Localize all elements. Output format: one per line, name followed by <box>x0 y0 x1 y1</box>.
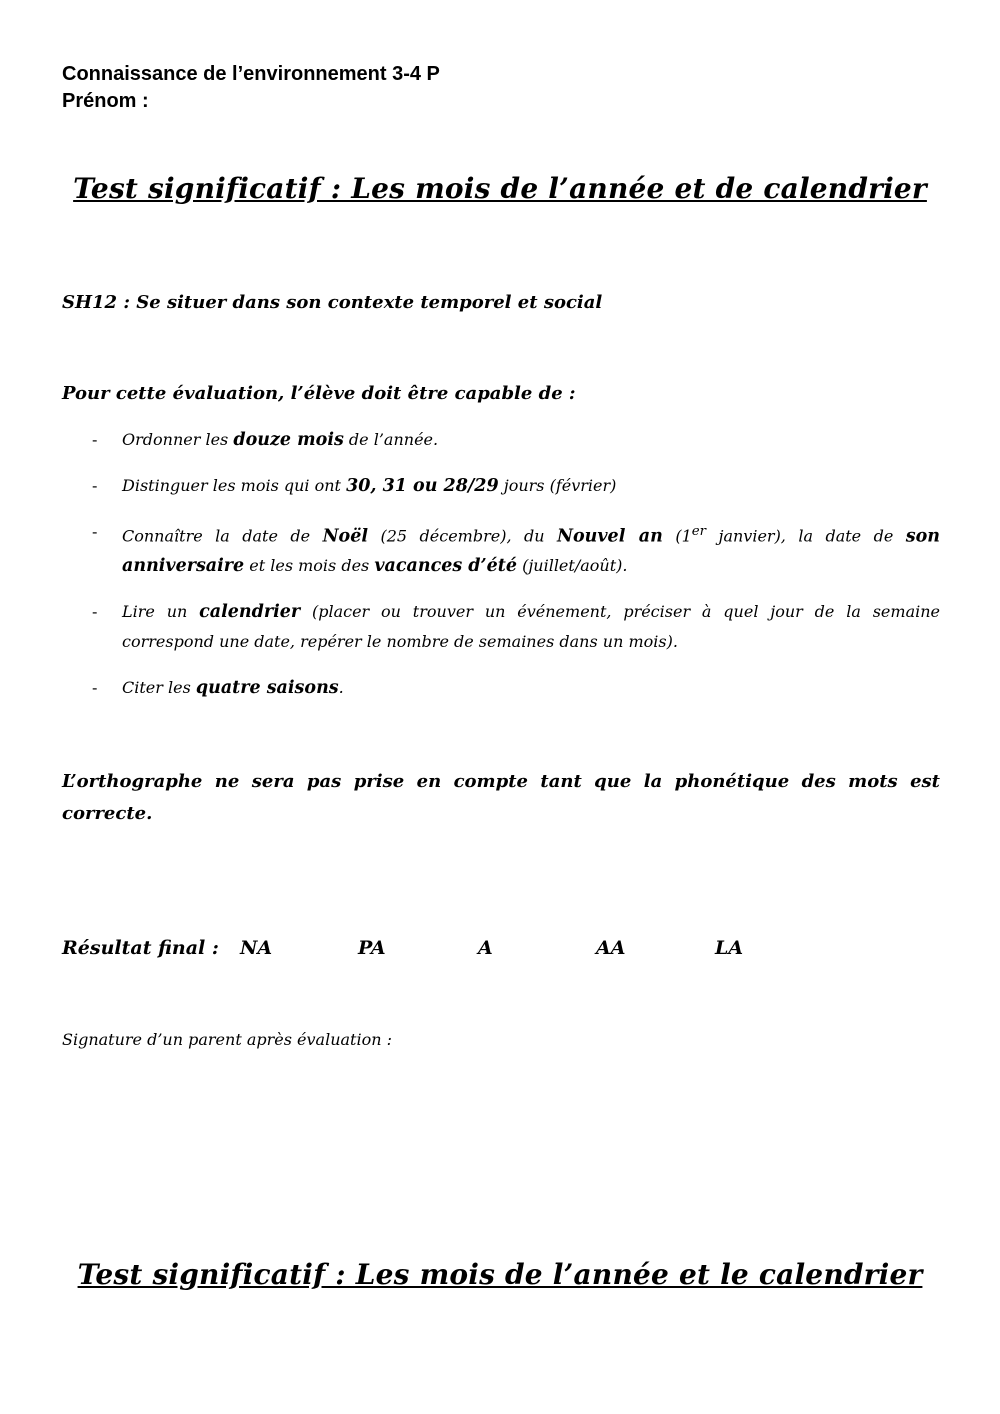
page-title-repeat: Test significatif : Les mois de l’année et le calendrier <box>77 1258 923 1291</box>
parent-signature-label: Signature d’un parent après évaluation : <box>62 1030 393 1049</box>
result-label: Résultat final : <box>62 937 219 959</box>
list-item: - Distinguer les mois qui ont 30, 31 ou 28/29 jours (février) <box>62 471 940 501</box>
orthography-note: L’orthographe ne sera pas prise en compte tant que la phonétique des mots est correcte. <box>62 771 940 824</box>
objectives-list <box>62 425 940 719</box>
final-result <box>62 937 744 959</box>
grade-pa: PA <box>358 937 386 959</box>
objective-code: SH12 : Se situer dans son contexte temporel et social <box>62 292 603 313</box>
list-item: - Citer les quatre saisons. <box>62 673 940 703</box>
grade-aa: AA <box>596 937 626 959</box>
list-item: - Ordonner les douze mois de l’année. <box>62 425 940 455</box>
list-item: - Lire un calendrier (placer ou trouver un événement, préciser à quel jour de la semaine correspond une date, repérer le nombre de semaines dans un mois). <box>62 597 940 657</box>
grade-la: LA <box>715 937 744 959</box>
subject-header: Connaissance de l’environnement 3-4 P <box>62 63 440 85</box>
list-item: - Connaître la date de Noël (25 décembre), du Nouvel an (1er janvier), la date de son anniversaire et les mois des vacances d’été (juillet/août). <box>62 517 940 581</box>
grade-a: A <box>478 937 493 959</box>
grade-na: NA <box>240 937 273 959</box>
page-title: Test significatif : Les mois de l’année et de calendrier <box>73 172 927 205</box>
evaluation-intro: Pour cette évaluation, l’élève doit être capable de : <box>62 383 576 404</box>
name-label: Prénom : <box>62 90 149 112</box>
